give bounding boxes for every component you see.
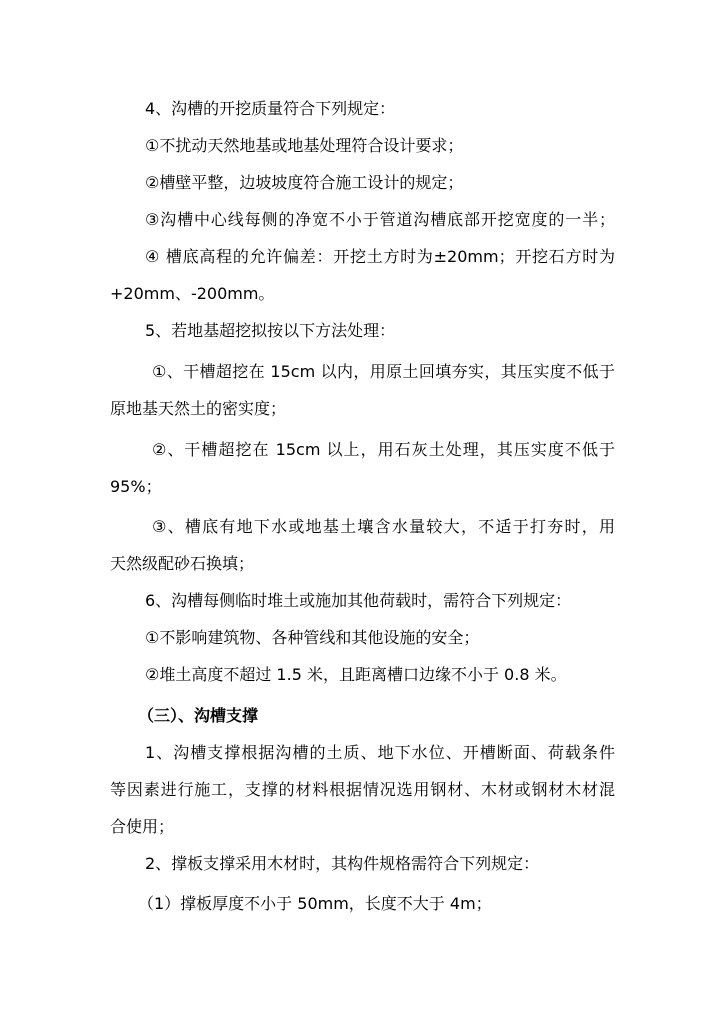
support-item-1-end: 合使用； [110, 817, 175, 836]
support-item-1-continued: 等因素进行施工，支撑的材料根据情况选用钢材、木材或钢材木材混 [110, 780, 615, 799]
item-6-heading: 6、沟槽每侧临时堆土或施加其他荷载时，需符合下列规定： [145, 591, 572, 610]
item-5-clause-1: ①、干槽超挖在 15cm 以内，用原土回填夯实，其压实度不低于 [152, 362, 615, 381]
item-5-clause-1-continued: 原地基天然土的密实度； [110, 399, 287, 418]
item-6-clause-1: ①不影响建筑物、各种管线和其他设施的安全； [145, 628, 480, 647]
item-4-clause-1: ①不扰动天然地基或地基处理符合设计要求； [145, 136, 464, 155]
item-4-clause-4: ④ 槽底高程的允许偏差：开挖土方时为±20mm；开挖石方时为 [145, 247, 615, 266]
item-5-clause-3-continued: 天然级配砂石换填； [110, 554, 255, 573]
item-4-clause-4-continued: +20mm、-200mm。 [110, 284, 275, 303]
item-4-clause-2: ②槽壁平整，边坡坡度符合施工设计的规定； [145, 173, 464, 192]
support-item-1: 1、沟槽支撑根据沟槽的土质、地下水位、开槽断面、荷载条件 [145, 743, 615, 762]
item-5-heading: 5、若地基超挖拟按以下方法处理： [145, 321, 396, 340]
item-6-clause-2: ②堆土高度不超过 1.5 米，且距离槽口边缘不小于 0.8 米。 [145, 665, 567, 684]
section-3-title: （三）、沟槽支撑 [138, 706, 259, 725]
item-4-clause-3: ③沟槽中心线每侧的净宽不小于管道沟槽底部开挖宽度的一半； [145, 210, 615, 229]
support-item-2-clause-1: （1）撑板厚度不小于 50mm，长度不大于 4m； [138, 894, 492, 913]
item-5-clause-2: ②、干槽超挖在 15cm 以上，用石灰土处理，其压实度不低于 [152, 440, 615, 459]
support-item-2: 2、撑板支撑采用木材时，其构件规格需符合下列规定： [145, 854, 540, 873]
item-5-clause-3: ③、槽底有地下水或地基土壤含水量较大，不适于打夯时，用 [152, 517, 615, 536]
item-4-heading: 4、沟槽的开挖质量符合下列规定： [145, 99, 396, 118]
item-5-clause-2-continued: 95%； [110, 477, 162, 496]
